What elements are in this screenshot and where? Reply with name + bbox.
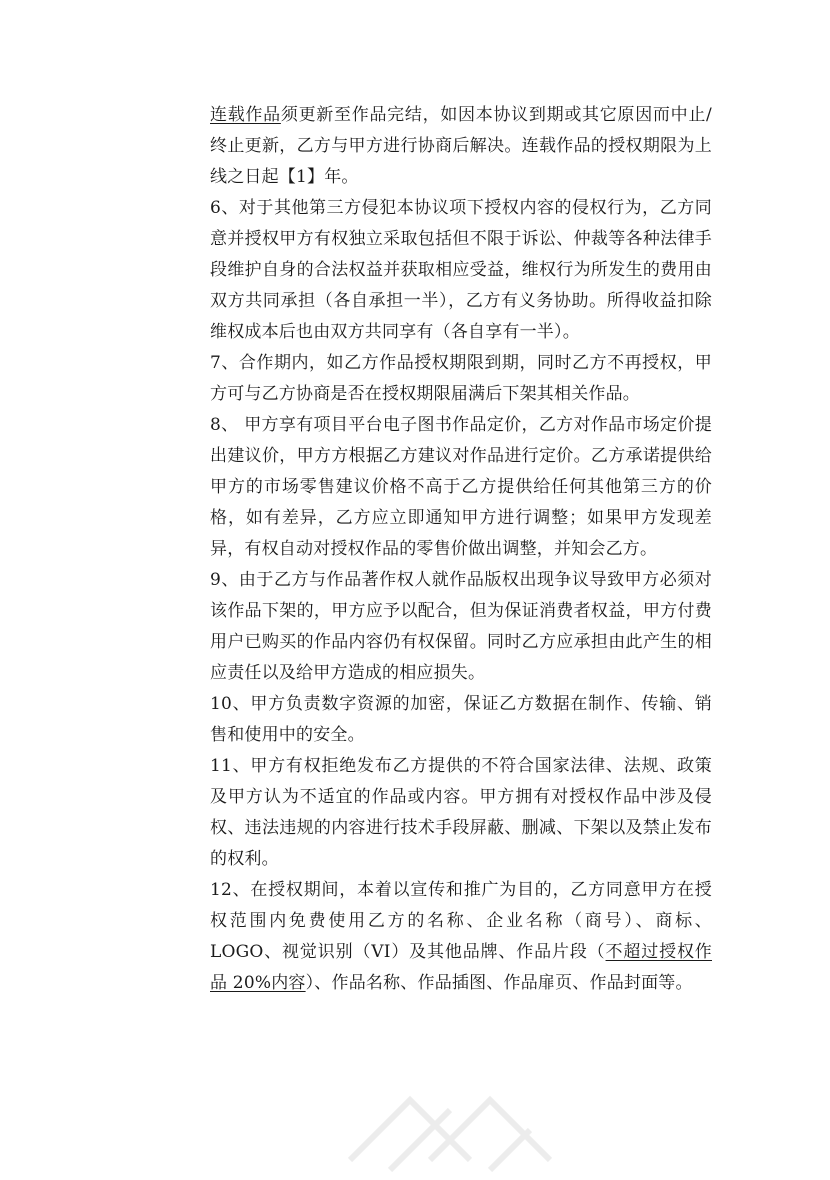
paragraph-clause-7 — [210, 348, 712, 410]
paragraph-text: 8、 甲方享有项目平台电子图书作品定价，乙方对作品市场定价提出建议价，甲方方根据乙方建议对作品进行定价。乙方承诺提供给甲方的市场零售建议价格不高于乙方提供给任何其他第三方的价格，如有差异，乙方应立即通知甲方进行调整；如果甲方发现差异，有权自动对授权作品的零售价做出调整，并知会乙方。 — [210, 415, 712, 559]
paragraph-text: ）、作品名称、作品插图、作品扉页、作品封面等。 — [305, 973, 693, 993]
paragraph-clause-12 — [210, 875, 712, 999]
paragraph-text: 12、在授权期间，本着以宣传和推广为目的，乙方同意甲方在授权范围内免费使用乙方的名称、企业名称（商号）、商标、LOGO、视觉识别（VI）及其他品牌、作品片段（ — [210, 880, 712, 962]
paragraph-text: 6、对于其他第三方侵犯本协议项下授权内容的侵权行为，乙方同意并授权甲方有权独立采取包括但不限于诉讼、仲裁等各种法律手段维护自身的合法权益并获取相应受益，维权行为所发生的费用由双方共同承担（各自承担一半），乙方有义务协助。所得收益扣除维权成本后也由双方共同享有（各自享有一半）。 — [210, 198, 712, 342]
paragraph-clause-10 — [210, 689, 712, 751]
paragraph-text: 11、甲方有权拒绝发布乙方提供的不符合国家法律、法规、政策及甲方认为不适宜的作品或内容。甲方拥有对授权作品中涉及侵权、违法违规的内容进行技术手段屏蔽、删减、下架以及禁止发布的权利。 — [210, 756, 712, 869]
document-body — [210, 100, 712, 999]
paragraph-clause-8 — [210, 410, 712, 565]
paragraph-text: 10、甲方负责数字资源的加密，保证乙方数据在制作、传输、销售和使用中的安全。 — [210, 694, 712, 745]
paragraph-clause-6 — [210, 193, 712, 348]
paragraph-text: 须更新至作品完结，如因本协议到期或其它原因而中止/终止更新，乙方与甲方进行协商后解决。连载作品的授权期限为上线之日起【1】年。 — [210, 105, 712, 187]
underlined-text: 连载作品 — [210, 105, 281, 125]
paragraph-text: 9、由于乙方与作品著作权人就作品版权出现争议导致甲方必须对该作品下架的，甲方应予以配合，但为保证消费者权益，甲方付费用户已购买的作品内容仍有权保留。同时乙方应承担由此产生的相应责任以及给甲方造成的相应损失。 — [210, 570, 712, 683]
underlined-text: 不超过授权作品 20%内容 — [210, 942, 712, 993]
paragraph-text: 7、合作期内，如乙方作品授权期限到期，同时乙方不再授权，甲方可与乙方协商是否在授权期限届满后下架其相关作品。 — [210, 353, 712, 404]
paragraph-clause-11 — [210, 751, 712, 875]
watermark-lines — [350, 1100, 550, 1170]
paragraph-clause-9 — [210, 565, 712, 689]
paragraph-serial-works — [210, 100, 712, 193]
watermark-graphic — [330, 1040, 590, 1180]
